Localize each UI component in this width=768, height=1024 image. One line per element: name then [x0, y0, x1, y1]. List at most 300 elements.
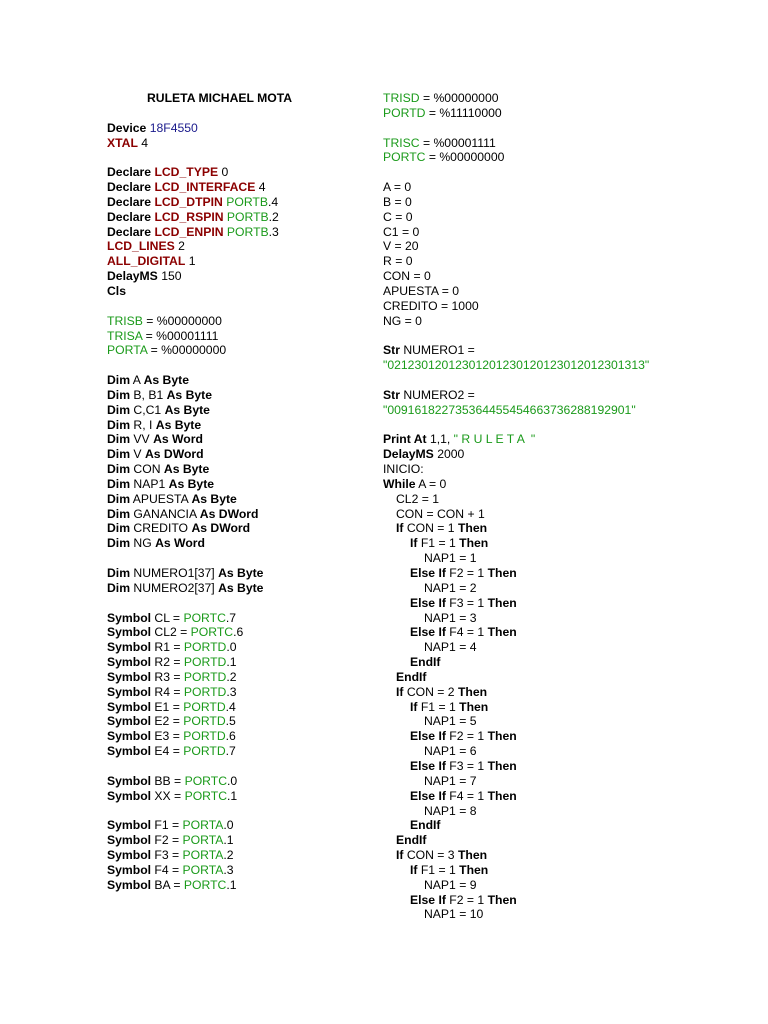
- code-token: PORTD: [183, 684, 227, 699]
- code-line: [107, 729, 367, 744]
- code-token: Else If: [410, 788, 446, 803]
- code-line: [107, 284, 367, 299]
- code-token: Symbol: [107, 744, 152, 759]
- code-token: CL2 = 1: [396, 491, 440, 506]
- code-token: NAP1 = 4: [424, 640, 477, 655]
- code-line: [107, 611, 367, 626]
- code-token: Symbol: [107, 833, 152, 848]
- code-line: [107, 121, 367, 136]
- code-token: TRISA: [107, 328, 143, 343]
- code-line: [107, 165, 367, 180]
- code-token: .6: [233, 625, 244, 640]
- code-token: Then: [487, 566, 517, 580]
- code-token: .3: [268, 224, 279, 239]
- code-token: 2: [174, 239, 185, 254]
- code-token: PORTC: [184, 788, 228, 803]
- code-token: EndIf: [396, 833, 427, 848]
- code-line: [107, 863, 367, 878]
- code-line: [383, 136, 763, 151]
- code-token: " R U L E T A ": [453, 432, 536, 447]
- code-line: [383, 269, 763, 284]
- code-line: [107, 239, 367, 254]
- code-token: .7: [225, 610, 237, 625]
- code-token: PORTD: [183, 655, 227, 670]
- code-line: [383, 818, 763, 833]
- code-token: Else If: [410, 729, 446, 744]
- code-token: While: [383, 476, 416, 491]
- code-token: Else If: [410, 758, 446, 773]
- code-token: Then: [487, 625, 517, 640]
- code-token: F4 =: [151, 862, 183, 877]
- code-line: [383, 566, 763, 581]
- code-line: [383, 507, 763, 522]
- code-token: CL2 =: [151, 625, 191, 640]
- code-token: Then: [487, 595, 517, 610]
- code-token: .6: [225, 729, 236, 744]
- code-token: CREDITO: [130, 521, 192, 536]
- code-token: Symbol: [107, 862, 152, 877]
- code-token: F4 = 1: [445, 625, 488, 640]
- code-token: CON = 2: [403, 684, 458, 699]
- code-token: Dim: [107, 476, 131, 491]
- code-token: = %00000000: [419, 91, 499, 105]
- code-token: NAP1 = 9: [424, 877, 477, 892]
- code-line: [107, 789, 367, 804]
- code-line: [107, 462, 367, 477]
- code-token: .4: [267, 194, 279, 209]
- code-token: .0: [227, 773, 238, 788]
- code-token: Then: [459, 536, 489, 551]
- code-token: LCD_DTPIN: [154, 194, 223, 209]
- code-token: .0: [226, 640, 237, 655]
- code-line: [383, 239, 763, 254]
- code-line: [107, 714, 367, 729]
- code-token: CREDITO = 1000: [383, 298, 479, 313]
- code-token: Symbol: [107, 699, 152, 714]
- code-token: R4 =: [151, 684, 184, 699]
- code-token: A: [130, 373, 144, 388]
- code-token: As Byte: [168, 476, 215, 491]
- code-line: [107, 418, 367, 433]
- code-line: [107, 343, 367, 358]
- code-token: E2 =: [151, 714, 184, 729]
- blank-line: [383, 329, 763, 344]
- document-title: [107, 91, 367, 106]
- code-token: .3: [226, 684, 237, 699]
- code-token: = %00000000: [425, 150, 505, 165]
- code-line: [107, 269, 367, 284]
- code-token: Declare: [107, 194, 155, 209]
- code-token: If: [410, 699, 418, 714]
- code-token: TRISC: [383, 135, 420, 150]
- code-token: NAP1 = 1: [424, 551, 477, 566]
- code-token: .1: [226, 655, 237, 670]
- code-token: Else If: [410, 595, 446, 610]
- code-token: C,C1: [130, 402, 165, 417]
- code-token: LCD_LINES: [107, 239, 175, 254]
- code-token: .1: [226, 877, 237, 892]
- code-token: Dim: [107, 373, 131, 388]
- code-line: [107, 180, 367, 195]
- code-token: If: [396, 521, 404, 536]
- code-token: CON = 3: [403, 848, 458, 863]
- code-token: Dim: [107, 447, 131, 462]
- code-line: [107, 581, 367, 596]
- code-line: [107, 373, 367, 388]
- code-token: CL =: [151, 610, 184, 625]
- code-line: [107, 388, 367, 403]
- code-line: [383, 907, 763, 922]
- code-token: Dim: [107, 566, 131, 580]
- code-token: .5: [225, 714, 236, 729]
- code-token: 1,1,: [426, 432, 454, 447]
- code-token: DelayMS: [383, 447, 434, 462]
- code-token: F2 = 1: [445, 566, 488, 580]
- code-line: [383, 254, 763, 269]
- code-token: ALL_DIGITAL: [107, 254, 186, 269]
- code-token: Str: [383, 387, 400, 402]
- code-token: XTAL: [107, 135, 138, 150]
- code-token: Dim: [107, 462, 131, 477]
- code-line: [383, 878, 763, 893]
- code-token: As Byte: [163, 462, 210, 477]
- code-token: BA =: [151, 877, 184, 892]
- code-token: Dim: [107, 432, 131, 447]
- blank-line: [107, 299, 367, 314]
- code-token: Else If: [410, 566, 446, 580]
- code-token: NAP1: [130, 476, 169, 491]
- code-token: PORTD: [383, 105, 426, 120]
- code-line: [107, 329, 367, 344]
- code-line: [383, 611, 763, 626]
- code-token: PORTA: [182, 833, 224, 848]
- code-token: NAP1 = 6: [424, 744, 477, 759]
- code-token: DelayMS: [107, 269, 158, 284]
- code-token: As Byte: [143, 373, 189, 388]
- code-token: Symbol: [107, 773, 152, 788]
- code-token: R, I: [130, 417, 156, 432]
- code-token: Then: [457, 684, 488, 699]
- code-token: PORTC: [183, 610, 226, 625]
- code-token: PORTA: [107, 343, 148, 358]
- code-token: INICIO:: [383, 462, 424, 477]
- code-token: APUESTA = 0: [383, 283, 459, 298]
- code-token: TRISB: [107, 313, 143, 328]
- code-line: [107, 507, 367, 522]
- code-token: Symbol: [107, 714, 152, 729]
- blank-line: [107, 759, 367, 774]
- code-token: 18F4550: [149, 120, 198, 135]
- code-line: [383, 284, 763, 299]
- code-token: "009161822735364455454663736288192901": [383, 402, 636, 417]
- code-line: [383, 195, 763, 210]
- code-token: 4: [255, 180, 266, 195]
- code-token: 1: [185, 254, 196, 269]
- code-token: C1 = 0: [383, 224, 420, 239]
- code-token: If: [410, 862, 418, 877]
- code-token: 0: [218, 165, 229, 180]
- code-token: PORTA: [182, 818, 224, 833]
- blank-line: [107, 150, 367, 165]
- code-token: NUMERO1 =: [399, 343, 475, 358]
- code-token: Print At: [383, 432, 427, 447]
- code-line: [107, 640, 367, 655]
- code-line: [383, 462, 763, 477]
- code-line: [107, 655, 367, 670]
- code-token: Dim: [107, 491, 131, 506]
- code-token: PORTA: [182, 862, 224, 877]
- code-line: [383, 581, 763, 596]
- code-line: [383, 789, 763, 804]
- code-token: NUMERO1[37]: [130, 566, 219, 580]
- code-line: [383, 596, 763, 611]
- code-token: F1 =: [151, 818, 183, 833]
- code-token: As Byte: [218, 580, 264, 595]
- code-token: BB =: [151, 773, 185, 788]
- code-token: NG: [130, 536, 156, 551]
- blank-line: [107, 106, 367, 121]
- code-token: As DWord: [144, 447, 204, 462]
- code-token: R2 =: [151, 655, 184, 670]
- blank-line: [383, 165, 763, 180]
- code-token: F3 = 1: [445, 758, 488, 773]
- code-line: [107, 700, 367, 715]
- code-line: [383, 388, 763, 403]
- code-token: Dim: [107, 506, 131, 521]
- code-token: Dim: [107, 580, 131, 595]
- code-line: [107, 492, 367, 507]
- code-token: F2 = 1: [445, 892, 488, 907]
- code-token: F4 = 1: [445, 788, 488, 803]
- code-token: E1 =: [151, 699, 184, 714]
- code-token: Symbol: [107, 848, 152, 863]
- code-token: = %11110000: [425, 105, 502, 120]
- code-token: Symbol: [107, 877, 152, 892]
- code-token: R = 0: [383, 254, 413, 269]
- code-token: Then: [459, 862, 489, 877]
- code-token: Then: [487, 788, 517, 803]
- code-token: F2 =: [151, 833, 183, 848]
- code-token: NUMERO2[37]: [130, 580, 219, 595]
- code-token: .2: [226, 669, 237, 684]
- code-line: [383, 774, 763, 789]
- code-line: [383, 848, 763, 863]
- code-line: [383, 432, 763, 447]
- code-token: Declare: [107, 209, 155, 224]
- code-token: NAP1 = 5: [424, 714, 477, 729]
- code-line: [383, 314, 763, 329]
- code-token: Symbol: [107, 625, 152, 640]
- code-token: .7: [225, 744, 236, 759]
- code-token: F2 = 1: [445, 729, 488, 744]
- code-line: [383, 804, 763, 819]
- code-token: PORTD: [183, 669, 227, 684]
- code-token: LCD_INTERFACE: [154, 180, 256, 195]
- code-line: [383, 536, 763, 551]
- code-token: = %00001111: [142, 328, 219, 343]
- code-line: [383, 670, 763, 685]
- code-token: GANANCIA: [130, 506, 200, 521]
- code-line: [383, 225, 763, 240]
- code-token: C = 0: [383, 209, 413, 224]
- code-line: [383, 551, 763, 566]
- code-token: F3 =: [151, 848, 183, 863]
- code-token: Device: [107, 120, 150, 135]
- code-token: As Byte: [218, 566, 264, 580]
- code-token: As DWord: [191, 521, 251, 536]
- code-token: Dim: [107, 521, 131, 536]
- code-token: If: [396, 684, 404, 699]
- code-line: [383, 655, 763, 670]
- code-token: Then: [457, 848, 488, 863]
- code-token: NAP1 = 10: [424, 907, 484, 922]
- code-token: PORTB: [223, 209, 269, 224]
- code-token: PORTD: [183, 729, 226, 744]
- code-token: "02123012012301201230120123012012301313": [383, 358, 650, 373]
- code-line: [383, 700, 763, 715]
- code-token: .2: [268, 209, 279, 224]
- code-line: [383, 640, 763, 655]
- code-token: Then: [459, 699, 489, 714]
- code-token: Symbol: [107, 788, 152, 803]
- code-token: E3 =: [151, 729, 184, 744]
- code-line: [107, 536, 367, 551]
- code-token: PORTC: [183, 877, 227, 892]
- code-token: Symbol: [107, 610, 152, 625]
- code-line: [107, 774, 367, 789]
- code-line: [107, 744, 367, 759]
- code-token: PORTD: [183, 699, 226, 714]
- code-token: F1 = 1: [417, 699, 460, 714]
- code-token: Str: [383, 343, 400, 358]
- code-line: [107, 848, 367, 863]
- blank-line: [107, 804, 367, 819]
- blank-line: [107, 358, 367, 373]
- code-token: PORTB: [223, 224, 269, 239]
- code-line: [107, 477, 367, 492]
- code-token: Dim: [107, 536, 131, 551]
- code-token: Declare: [107, 224, 155, 239]
- code-line: [383, 521, 763, 536]
- blank-line: [107, 596, 367, 611]
- code-token: Then: [457, 521, 488, 536]
- code-token: VV: [130, 432, 154, 447]
- code-token: B = 0: [383, 194, 412, 209]
- blank-line: [383, 418, 763, 433]
- code-line: [383, 625, 763, 640]
- code-line: [107, 136, 367, 151]
- code-token: As Word: [155, 536, 205, 551]
- code-token: As Byte: [155, 417, 202, 432]
- code-token: NG = 0: [383, 313, 422, 328]
- code-token: .1: [227, 788, 238, 803]
- code-token: V = 20: [383, 239, 419, 254]
- code-token: TRISD: [383, 91, 420, 105]
- code-token: NAP1 = 2: [424, 580, 477, 595]
- code-token: As Word: [153, 432, 203, 447]
- code-token: NAP1 = 8: [424, 803, 477, 818]
- code-line: [107, 225, 367, 240]
- code-line: [383, 210, 763, 225]
- code-line: [383, 343, 763, 358]
- code-line: [383, 477, 763, 492]
- code-line: [107, 314, 367, 329]
- code-line: [383, 150, 763, 165]
- blank-line: [383, 373, 763, 388]
- code-token: .1: [223, 833, 234, 848]
- code-token: 150: [157, 269, 182, 284]
- code-token: LCD_RSPIN: [154, 209, 224, 224]
- code-token: If: [396, 848, 404, 863]
- code-line: [383, 492, 763, 507]
- code-token: F1 = 1: [417, 862, 460, 877]
- code-token: F3 = 1: [445, 595, 488, 610]
- code-token: B, B1: [130, 387, 167, 402]
- code-token: CON = CON + 1: [396, 506, 485, 521]
- code-token: PORTA: [182, 848, 224, 863]
- code-token: LCD_ENPIN: [154, 224, 224, 239]
- code-token: Then: [487, 892, 517, 907]
- code-token: .2: [223, 848, 234, 863]
- code-token: .3: [223, 862, 234, 877]
- code-token: Symbol: [107, 669, 152, 684]
- code-token: PORTB: [222, 194, 268, 209]
- code-token: Symbol: [107, 729, 152, 744]
- code-line: [383, 403, 763, 418]
- code-token: F1 = 1: [417, 536, 460, 551]
- code-token: Symbol: [107, 655, 152, 670]
- code-token: CON = 0: [383, 269, 431, 284]
- code-token: Symbol: [107, 640, 152, 655]
- code-line: [107, 833, 367, 848]
- code-line: [107, 670, 367, 685]
- code-line: [107, 195, 367, 210]
- code-token: E4 =: [151, 744, 184, 759]
- code-token: Cls: [107, 283, 126, 298]
- code-token: CON: [130, 462, 164, 477]
- code-token: Symbol: [107, 684, 152, 699]
- code-token: As Byte: [166, 387, 213, 402]
- code-line: [383, 893, 763, 908]
- code-line: [107, 685, 367, 700]
- code-token: Symbol: [107, 818, 152, 833]
- code-token: Then: [487, 758, 517, 773]
- code-token: = %00000000: [147, 343, 227, 358]
- code-token: As Byte: [164, 402, 210, 417]
- code-line: [107, 432, 367, 447]
- code-token: PORTC: [184, 773, 228, 788]
- code-token: EndIf: [410, 818, 441, 833]
- code-line: [383, 729, 763, 744]
- code-line: [107, 447, 367, 462]
- code-token: EndIf: [396, 669, 427, 684]
- code-token: Dim: [107, 417, 131, 432]
- code-token: NAP1 = 7: [424, 773, 477, 788]
- code-token: RULETA MICHAEL MOTA: [147, 91, 293, 105]
- code-line: [107, 818, 367, 833]
- code-line: [383, 833, 763, 848]
- code-line: [107, 403, 367, 418]
- code-token: Declare: [107, 165, 155, 180]
- code-token: PORTD: [183, 640, 227, 655]
- code-line: [383, 714, 763, 729]
- code-token: Declare: [107, 180, 155, 195]
- code-token: A = 0: [383, 180, 412, 195]
- code-line: [383, 863, 763, 878]
- code-line: [383, 106, 763, 121]
- code-token: A = 0: [415, 476, 447, 491]
- code-token: Else If: [410, 625, 446, 640]
